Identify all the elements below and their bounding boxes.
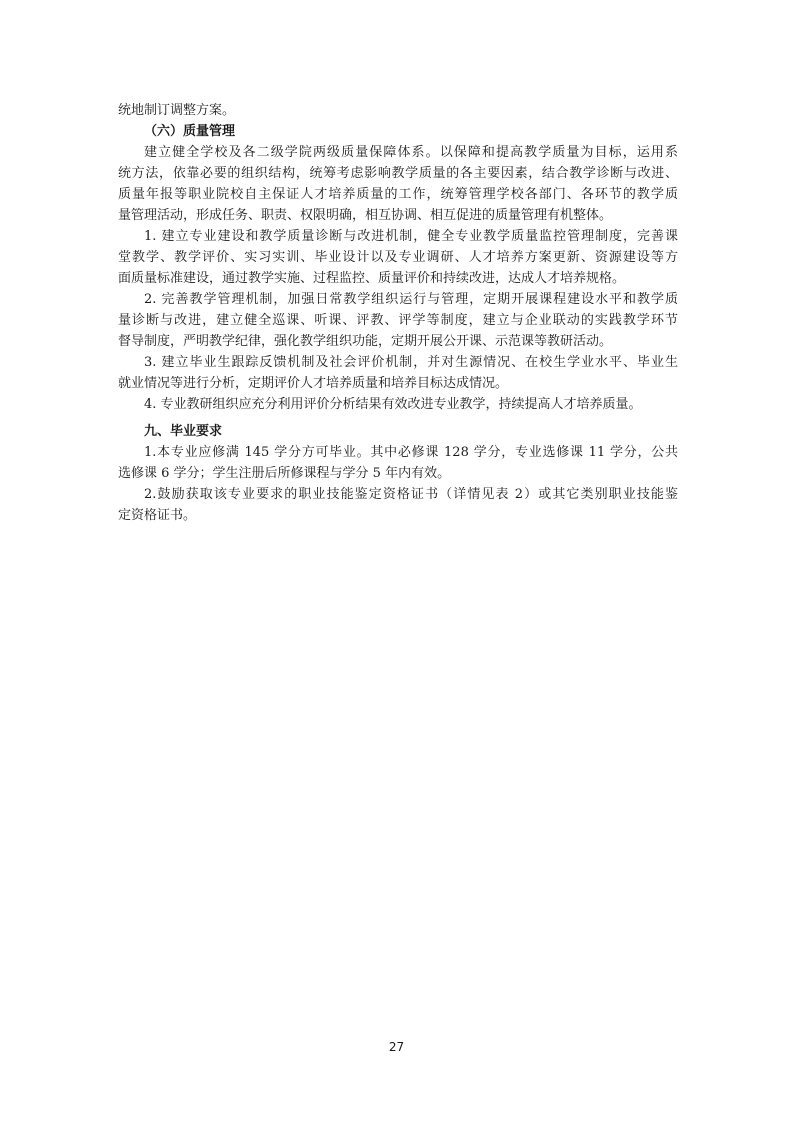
paragraph-line: 质量年报等职业院校自主保证人才培养质量的工作，统筹管理学校各部门、各环节的教学质 [118, 187, 678, 202]
paragraph-line: 定资格证书。 [118, 508, 197, 523]
quality-item-1-paragraph [118, 226, 678, 289]
paragraph-line: 统方法，依靠必要的组织结构，统筹考虑影响教学质量的各主要因素，结合教学诊断与改进、 [118, 166, 678, 181]
graduation-item-2-paragraph [118, 484, 678, 526]
paragraph-line: 1.本专业应修满 145 学分方可毕业。其中必修课 128 学分，专业选修课 11 学分，公共 [144, 445, 678, 460]
quality-intro-paragraph [118, 142, 678, 226]
quality-item-4-paragraph [118, 394, 678, 415]
paragraph-line: 就业情况等进行分析，定期评价人才培养质量和培养目标达成情况。 [118, 376, 509, 391]
paragraph-line: 督导制度，严明教学纪律，强化教学组织功能，定期开展公开课、示范课等教研活动。 [118, 334, 613, 349]
paragraph-line: 堂教学、教学评价、实习实训、毕业设计以及专业调研、人才培养方案更新、资源建设等方 [118, 250, 678, 265]
page-content [118, 100, 678, 526]
paragraph-line: 建立健全学校及各二级学院两级质量保障体系。以保障和提高教学质量为目标，运用系 [144, 145, 678, 160]
paragraph-line: 2.鼓励获取该专业要求的职业技能鉴定资格证书（详情见表 2）或其它类别职业技能鉴 [144, 487, 678, 502]
paragraph-line: 4. 专业教研组织应充分利用评价分析结果有效改进专业教学，持续提高人才培养质量。 [144, 397, 642, 412]
paragraph-line: 选修课 6 学分；学生注册后所修课程与学分 5 年内有效。 [118, 466, 451, 481]
graduation-item-1-paragraph [118, 442, 678, 484]
paragraph-line: 1. 建立专业建设和教学质量诊断与改进机制，健全专业教学质量监控管理制度，完善课 [144, 229, 678, 244]
section-heading-quality-management: （六）质量管理 [144, 124, 236, 139]
continued-paragraph-line: 统地制订调整方案。 [118, 103, 236, 118]
page-number: 27 [388, 1040, 405, 1054]
paragraph-line: 面质量标准建设，通过教学实施、过程监控、质量评价和持续改进，达成人才培养规格。 [118, 271, 626, 286]
paragraph-line: 量诊断与改进，建立健全巡课、听课、评教、评学等制度，建立与企业联动的实践教学环节 [118, 313, 678, 328]
quality-item-3-paragraph [118, 352, 678, 394]
paragraph-line: 2. 完善教学管理机制，加强日常教学组织运行与管理，定期开展课程建设水平和教学质 [144, 292, 678, 307]
paragraph-line: 3. 建立毕业生跟踪反馈机制及社会评价机制，并对生源情况、在校生学业水平、毕业生 [144, 355, 678, 370]
section-heading-graduation-requirements: 九、毕业要求 [144, 424, 223, 439]
paragraph-line: 量管理活动，形成任务、职责、权限明确，相互协调、相互促进的质量管理有机整体。 [118, 208, 613, 223]
quality-item-2-paragraph [118, 289, 678, 352]
